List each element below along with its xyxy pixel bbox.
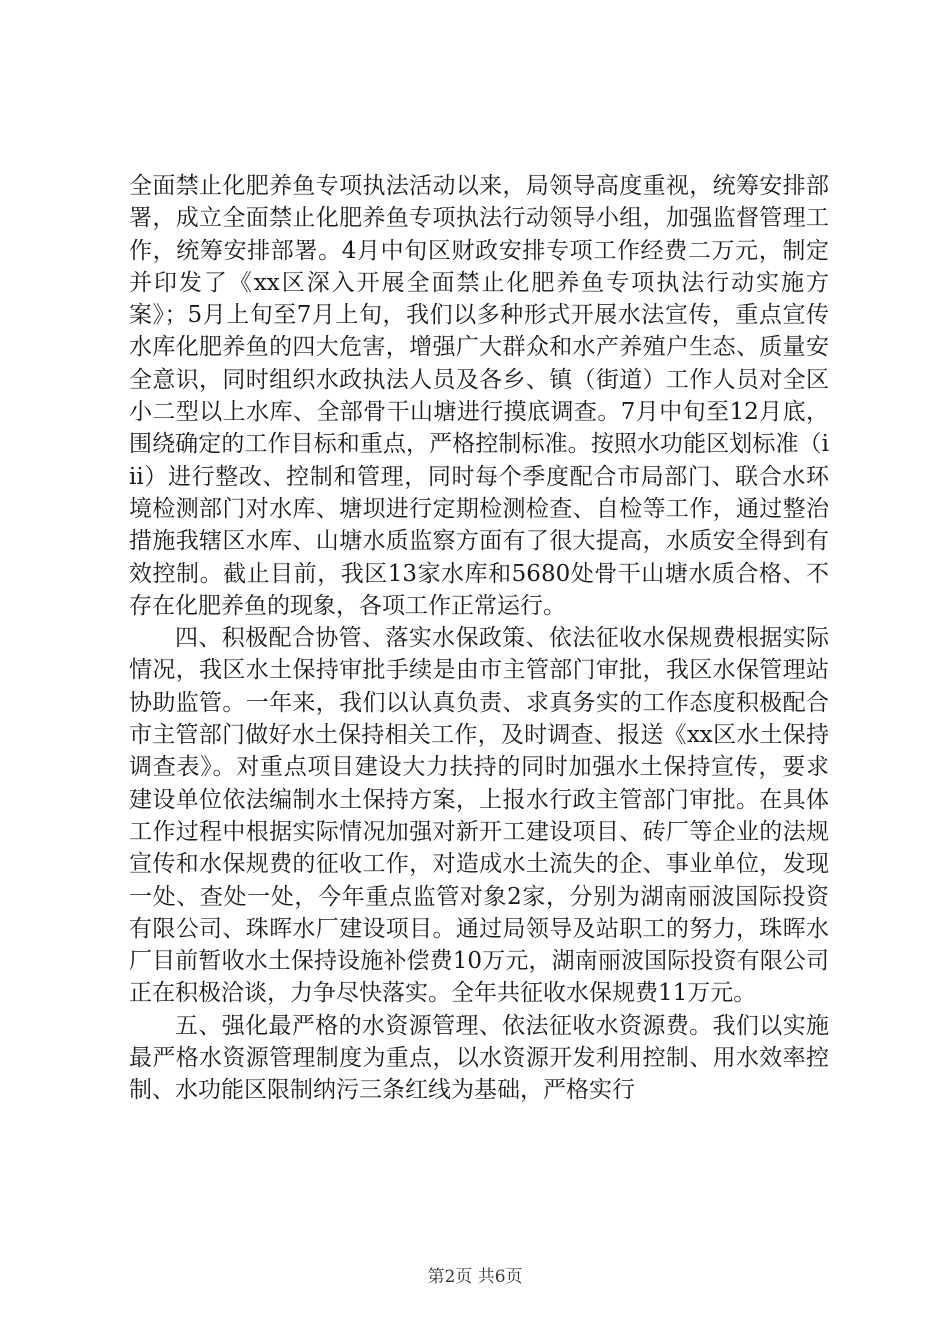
paragraph-fertilizer-enforcement: 全面禁止化肥养鱼专项执法活动以来，局领导高度重视，统筹安排部署，成立全面禁止化肥养鱼专项执法行动领导小组，加强监督管理工作，统筹安排部署。4月中旬区财政安排专项工作经费二万元，制定并印发了《xx区深入开展全面禁止化肥养鱼专项执法行动实施方案》；5月上旬至7月上旬，我们以多种形式开展水法宣传，重点宣传水库化肥养鱼的四大危害，增强广大群众和水产养殖户生态、质量安全意识，同时组织水政执法人员及各乡、镇（街道）工作人员对全区小二型以上水库、全部骨干山塘进行摸底调查。7月中旬至12月底，围绕确定的工作目标和重点，严格控制标准。按照水功能区划标准（iii）进行整改、控制和管理，同时每个季度配合市局部门、联合水环境检测部门对水库、塘坝进行定期检测检查、自检等工作，通过整治措施我辖区水库、山塘水质监察方面有了很大提高，水质安全得到有效控制。截止目前，我区13家水库和5680处骨干山塘水质合格、不存在化肥养鱼的现象，各项工作正常运行。 <box>129 173 829 619</box>
paragraph-soil-conservation: 四、积极配合协管、落实水保政策、依法征收水保规费根据实际情况，我区水土保持审批手续是由市主管部门审批，我区水保管理站协助监管。一年来，我们以认真负责、求真务实的工作态度积极配合市主管部门做好水土保持相关工作，及时调查、报送《xx区水土保持调查表》。对重点项目建设大力扶持的同时加强水土保持宣传，要求建设单位依法编制水土保持方案，上报水行政主管部门审批。在具体工作过程中根据实际情况加强对新开工建设项目、砖厂等企业的法规宣传和水保规费的征收工作，对造成水土流失的企、事业单位，发现一处、查处一处，今年重点监管对象2家，分别为湖南丽波国际投资有限公司、珠晖水厂建设项目。通过局领导及站职工的努力，珠晖水厂目前暂收水土保持设施补偿费10万元，湖南丽波国际投资有限公司正在积极洽谈，力争尽快落实。全年共征收水保规费11万元。 <box>129 625 829 1007</box>
paragraph-water-resources: 五、强化最严格的水资源管理、依法征收水资源费。我们以实施最严格水资源管理制度为重点，以水资源开发利用控制、用水效率控制、水功能区限制纳污三条红线为基础，严格实行 <box>129 1012 829 1104</box>
body-text <box>129 170 829 1107</box>
page-footer: 第2页 共6页 <box>427 1267 523 1287</box>
